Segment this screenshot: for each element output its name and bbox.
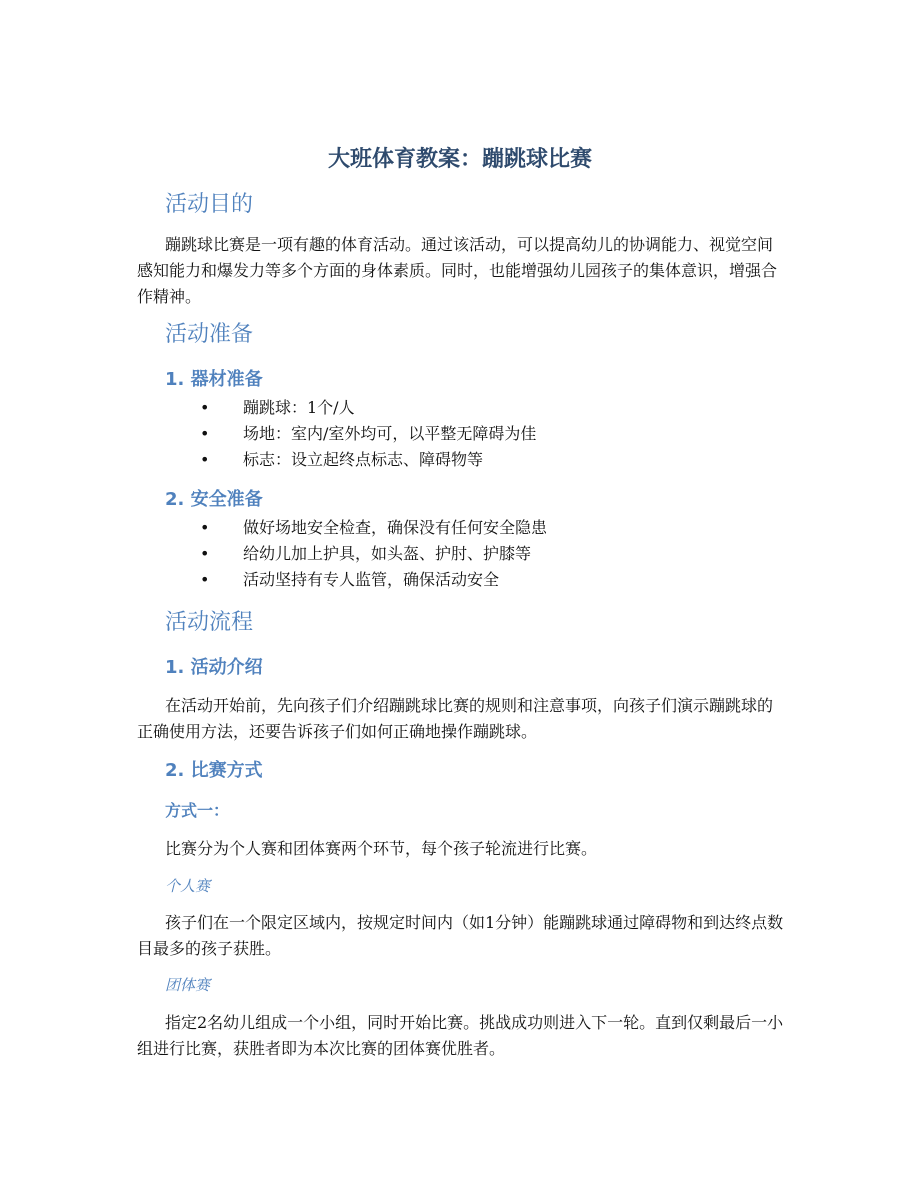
list-item: • 标志：设立起终点标志、障碍物等	[200, 447, 536, 473]
bullet-icon: •	[200, 450, 210, 469]
heading-goal: 活动目的	[165, 192, 254, 217]
heading-prep: 活动准备	[165, 322, 254, 347]
team-paragraph: 指定2名幼儿组成一个小组，同时开始比赛。挑战成功则进入下一轮。直到仅剩最后一小组进行比赛，获胜者即为本次比赛的团体赛优胜者。	[137, 1013, 784, 1058]
heading-equipment: 1. 器材准备	[165, 369, 263, 390]
safety-list	[200, 515, 547, 593]
intro-paragraph: 在活动开始前，先向孩子们介绍蹦跳球比赛的规则和注意事项，向孩子们演示蹦跳球的正确使用方法，还要告诉孩子们如何正确地操作蹦跳球。	[137, 696, 774, 741]
bullet-icon: •	[200, 544, 210, 563]
list-item: • 蹦跳球：1个/人	[200, 395, 536, 421]
bullet-icon: •	[200, 570, 210, 589]
individual-paragraph: 孩子们在一个限定区域内，按规定时间内（如1分钟）能蹦跳球通过障碍物和到达终点数目最多的孩子获胜。	[137, 913, 784, 958]
heading-team: 团体赛	[165, 976, 211, 994]
heading-intro: 1. 活动介绍	[165, 657, 263, 678]
heading-process: 活动流程	[165, 610, 254, 635]
bullet-icon: •	[200, 424, 210, 443]
way1-paragraph: 比赛分为个人赛和团体赛两个环节，每个孩子轮流进行比赛。	[165, 839, 598, 858]
equipment-list	[200, 395, 536, 473]
heading-method: 2. 比赛方式	[165, 760, 263, 781]
heading-individual: 个人赛	[165, 877, 211, 895]
bullet-icon: •	[200, 518, 210, 537]
heading-way1: 方式一：	[165, 801, 230, 820]
document-title: 大班体育教案：蹦跳球比赛	[327, 147, 592, 172]
list-item: • 场地：室内/室外均可，以平整无障碍为佳	[200, 421, 536, 447]
list-item: • 活动坚持有专人监管，确保活动安全	[200, 567, 547, 593]
goal-paragraph: 蹦跳球比赛是一项有趣的体育活动。通过该活动，可以提高幼儿的协调能力、视觉空间感知能力和爆发力等多个方面的身体素质。同时，也能增强幼儿园孩子的集体意识，增强合作精神。	[137, 235, 778, 306]
heading-safety: 2. 安全准备	[165, 489, 263, 510]
list-item: • 做好场地安全检查，确保没有任何安全隐患	[200, 515, 547, 541]
list-item: • 给幼儿加上护具，如头盔、护肘、护膝等	[200, 541, 547, 567]
bullet-icon: •	[200, 398, 210, 417]
